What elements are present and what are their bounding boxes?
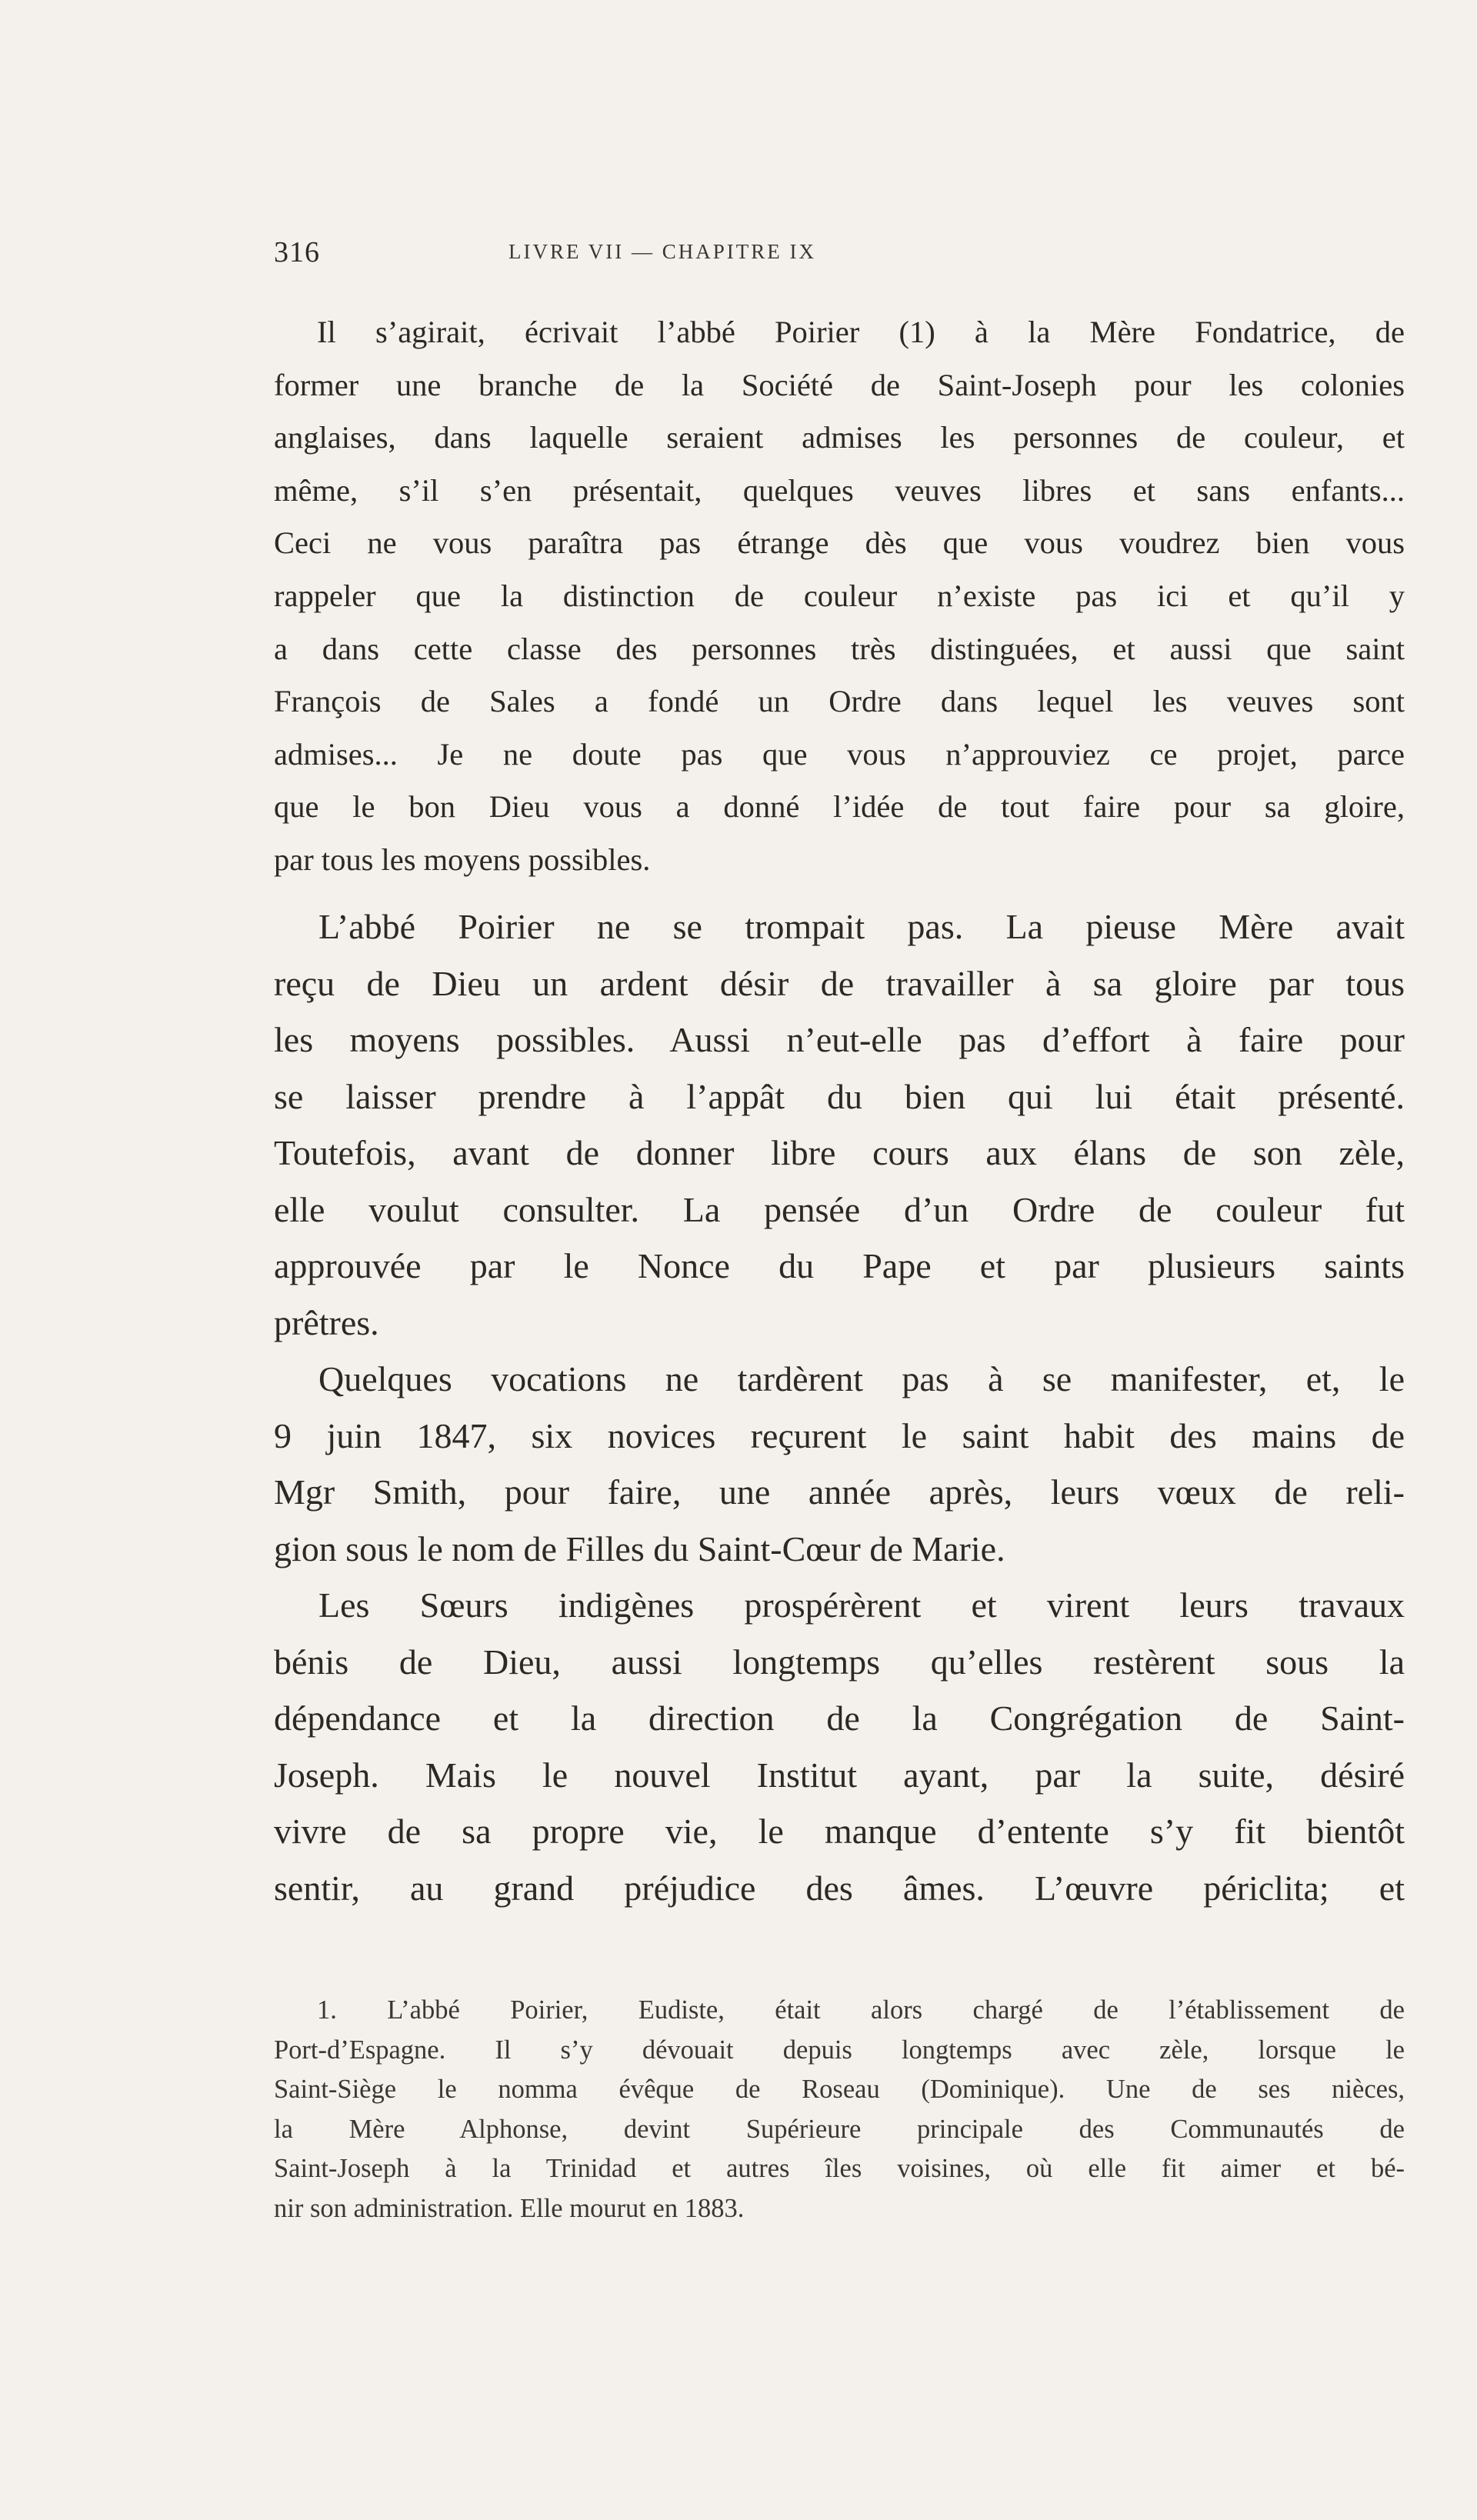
- text-line: Ceci ne vous paraîtra pas étrange dès que vous voudrez bien vous: [274, 525, 1405, 561]
- text-line: L’abbé Poirier ne se trompait pas. La pieuse Mère avait: [318, 907, 1405, 946]
- footnote-line: nir son administration. Elle mourut en 1883.: [274, 2193, 745, 2223]
- quoted-letter: [274, 306, 1405, 887]
- text-line: que le bon Dieu vous a donné l’idée de tout faire pour sa gloire,: [274, 789, 1405, 825]
- text-line: gion sous le nom de Filles du Saint-Cœur de Marie.: [274, 1528, 1005, 1568]
- text-line: reçu de Dieu un ardent désir de travailler à sa gloire par tous: [274, 963, 1405, 1003]
- text-line: Il s’agirait, écrivait l’abbé Poirier (1) à la Mère Fondatrice, de: [317, 315, 1405, 349]
- text-line: Joseph. Mais le nouvel Institut ayant, par la suite, désiré: [274, 1755, 1405, 1795]
- footnote-line: Saint-Siège le nomma évêque de Roseau (Dominique). Une de ses nièces,: [274, 2075, 1405, 2104]
- footnote-line: Port-d’Espagne. Il s’y dévouait depuis longtemps avec zèle, lorsque le: [274, 2035, 1405, 2065]
- text-line: vivre de sa propre vie, le manque d’entente s’y fit bientôt: [274, 1812, 1405, 1851]
- text-line: prêtres.: [274, 1302, 379, 1342]
- page-header: [274, 235, 1405, 271]
- text-line: Quelques vocations ne tardèrent pas à se manifester, et, le: [318, 1359, 1405, 1398]
- text-line: a dans cette classe des personnes très distinguées, et aussi que saint: [274, 631, 1405, 666]
- text-line: Toutefois, avant de donner libre cours aux élans de son zèle,: [274, 1133, 1405, 1172]
- text-line: admises... Je ne doute pas que vous n’approuviez ce projet, parce: [274, 736, 1405, 772]
- page-number: 316: [274, 236, 320, 268]
- body-text: [274, 898, 1405, 1916]
- footnote-line: 1. L’abbé Poirier, Eudiste, était alors chargé de l’établissement de: [317, 1995, 1405, 2025]
- running-head: LIVRE VII — CHAPITRE IX: [508, 240, 816, 263]
- text-line: dépendance et la direction de la Congrégation de Saint-: [274, 1698, 1405, 1738]
- text-line: 9 juin 1847, six novices reçurent le saint habit des mains de: [274, 1415, 1405, 1455]
- paragraph: [274, 1577, 1405, 1916]
- footnote: [274, 1991, 1405, 2228]
- text-line: Les Sœurs indigènes prospérèrent et virent leurs travaux: [318, 1585, 1405, 1625]
- text-line: même, s’il s’en présentait, quelques veuves libres et sans enfants...: [274, 472, 1405, 508]
- text-line: rappeler que la distinction de couleur n’existe pas ici et qu’il y: [274, 578, 1405, 613]
- paragraph: [274, 898, 1405, 1351]
- text-line: se laisser prendre à l’appât du bien qui lui était présenté.: [274, 1076, 1405, 1116]
- text-line: elle voulut consulter. La pensée d’un Ordre de couleur fut: [274, 1189, 1405, 1229]
- text-line: anglaises, dans laquelle seraient admises les personnes de couleur, et: [274, 420, 1405, 455]
- text-line: Mgr Smith, pour faire, une année après, leurs vœux de reli-: [274, 1472, 1405, 1512]
- text-line: former une branche de la Société de Saint-Joseph pour les colonies: [274, 367, 1405, 402]
- text-line: par tous les moyens possibles.: [274, 842, 651, 877]
- text-line: bénis de Dieu, aussi longtemps qu’elles restèrent sous la: [274, 1642, 1405, 1682]
- text-line: sentir, au grand préjudice des âmes. L’œuvre périclita; et: [274, 1868, 1405, 1908]
- paragraph: [274, 1351, 1405, 1577]
- text-line: approuvée par le Nonce du Pape et par plusieurs saints: [274, 1246, 1405, 1285]
- text-line: les moyens possibles. Aussi n’eut-elle pas d’effort à faire pour: [274, 1020, 1405, 1059]
- text-line: François de Sales a fondé un Ordre dans lequel les veuves sont: [274, 684, 1405, 719]
- footnote-line: Saint-Joseph à la Trinidad et autres îles voisines, où elle fit aimer et bé-: [274, 2154, 1405, 2183]
- footnote-line: la Mère Alphonse, devint Supérieure principale des Communautés de: [274, 2114, 1405, 2144]
